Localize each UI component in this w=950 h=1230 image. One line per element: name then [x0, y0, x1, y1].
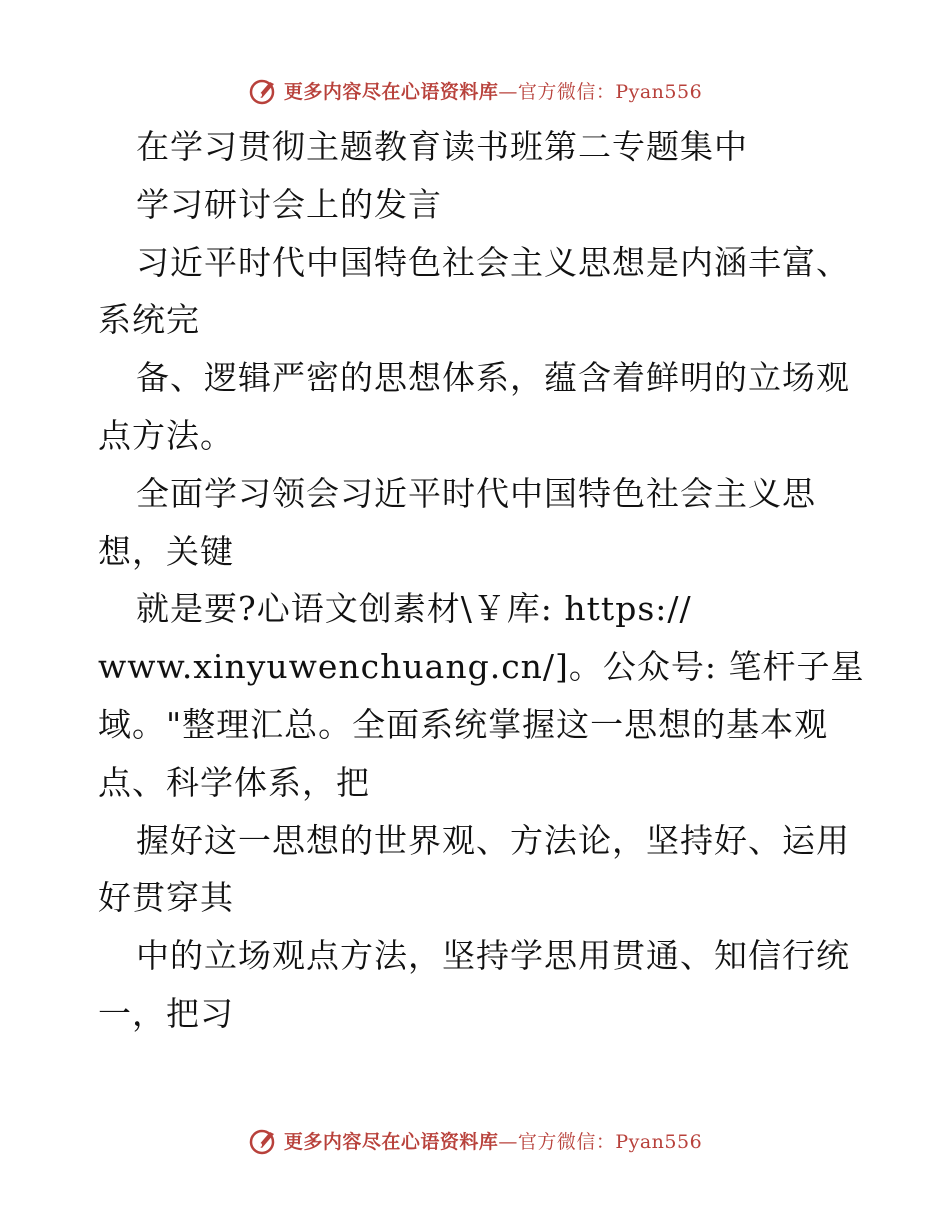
header-banner-main: 更多内容尽在心语资料库 [283, 80, 499, 103]
text-line: 域。"整理汇总。全面系统掌握这一思想的基本观 [98, 704, 829, 744]
text-line: www.xinyuwenchuang.cn/]。公众号: 笔杆子星 [98, 647, 865, 687]
text-line: 想，关键 [98, 531, 234, 571]
text-line: 中的立场观点方法，坚持学思用贯通、知信行统 [136, 936, 850, 976]
text-line: 在学习贯彻主题教育读书班第二专题集中 [136, 127, 748, 166]
text-line: 全面学习领会习近平时代中国特色社会主义思 [136, 473, 816, 513]
text-line: 就是要?心语文创素材\￥库: https:// [136, 589, 692, 629]
footer-banner-main: 更多内容尽在心语资料库 [283, 1130, 499, 1153]
pen-nib-circle-icon [248, 74, 280, 106]
text-line: 备、逻辑严密的思想体系，蕴含着鲜明的立场观 [136, 358, 850, 398]
text-line: 一，把习 [98, 993, 234, 1033]
text-line: 好贯穿其 [98, 878, 234, 918]
header-banner [0, 70, 950, 110]
pen-nib-circle-icon [248, 1124, 280, 1156]
text-line: 习近平时代中国特色社会主义思想是内涵丰富、 [136, 242, 850, 282]
header-banner-sub: —官方微信：Pyan556 [498, 80, 703, 103]
text-line: 握好这一思想的世界观、方法论，坚持好、运用 [136, 820, 850, 860]
footer-banner [0, 1120, 950, 1160]
footer-banner-text [284, 1127, 702, 1154]
footer-banner-sub: —官方微信：Pyan556 [498, 1130, 703, 1153]
text-line: 点、科学体系，把 [98, 762, 370, 802]
document-body [98, 118, 898, 1043]
header-banner-text [284, 77, 702, 104]
text-line: 学习研讨会上的发言 [136, 184, 442, 224]
text-line: 点方法。 [98, 415, 234, 455]
text-line: 系统完 [98, 300, 200, 340]
